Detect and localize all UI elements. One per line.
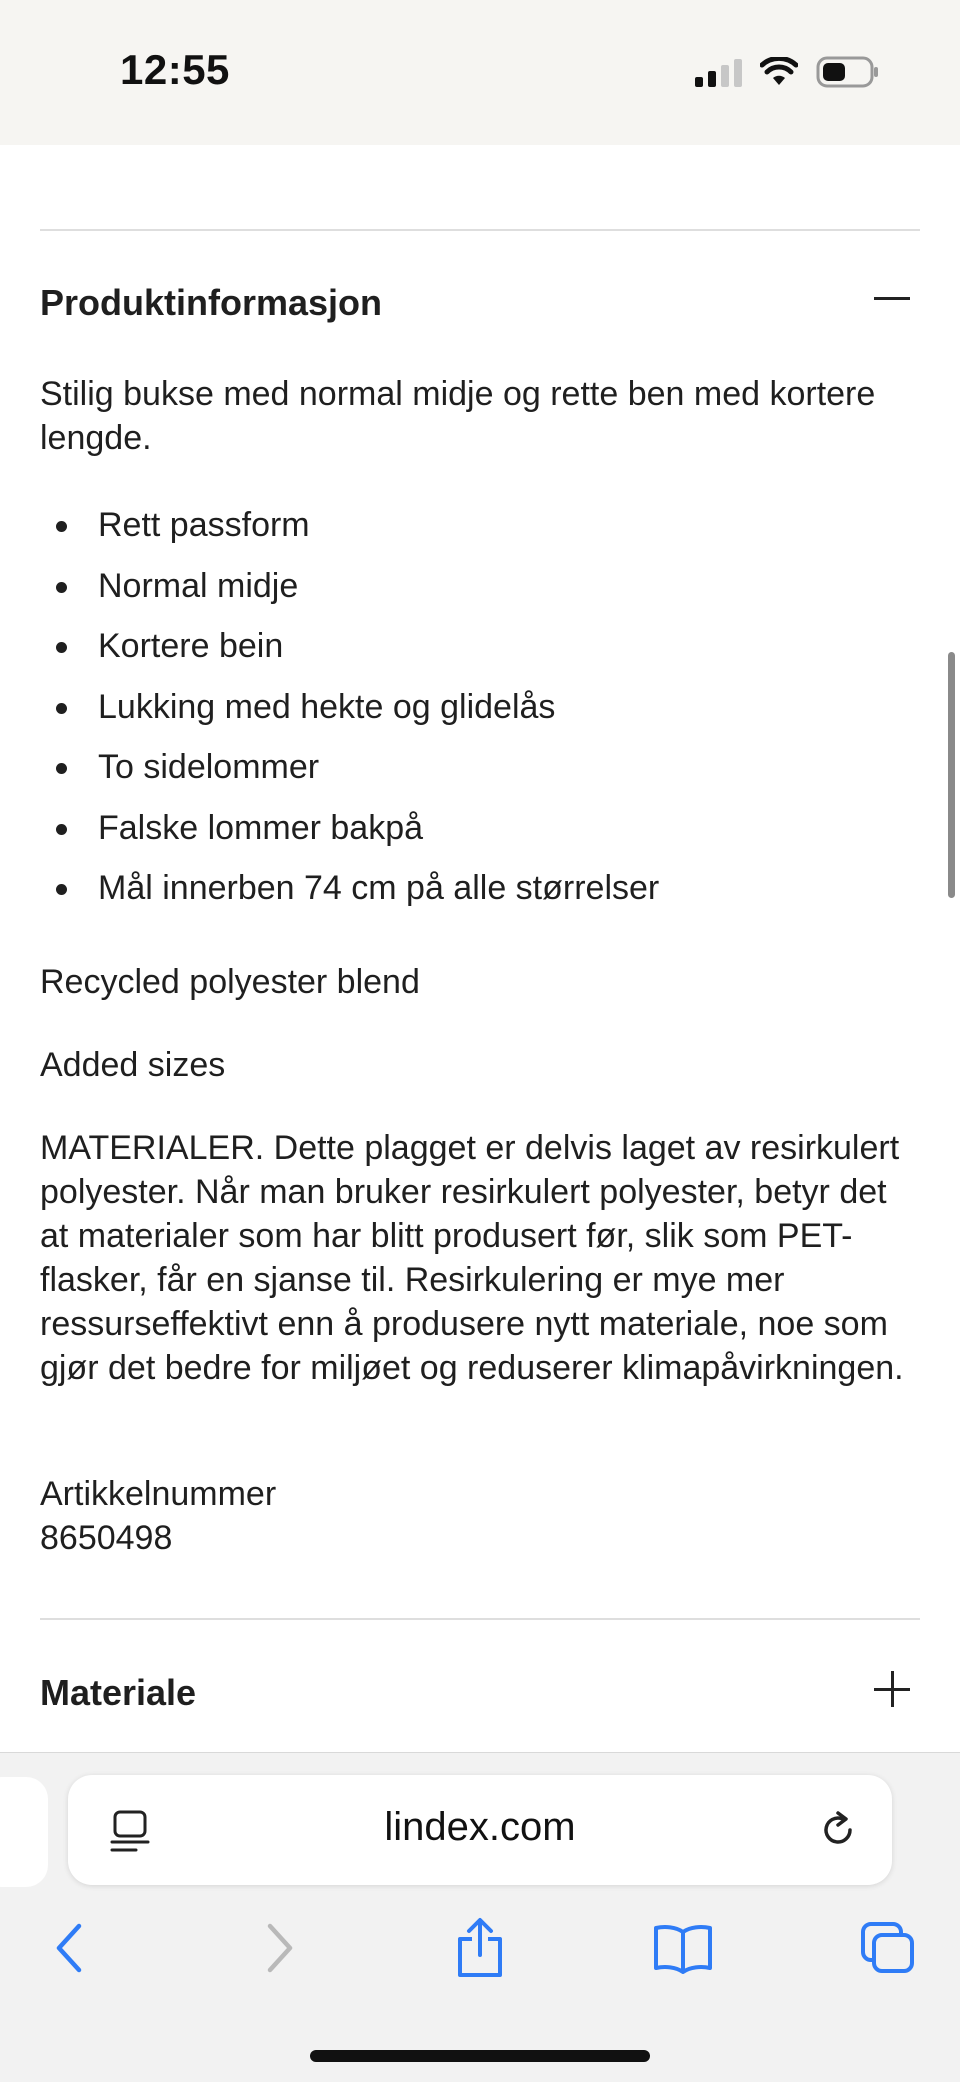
book-icon bbox=[652, 1922, 714, 1974]
article-number: 8650498 bbox=[40, 1519, 173, 1557]
status-time: 12:55 bbox=[120, 46, 230, 93]
section-divider-top bbox=[40, 229, 920, 231]
battery-icon bbox=[816, 56, 880, 88]
product-info-title[interactable]: Produktinformasjon bbox=[40, 282, 383, 323]
home-indicator[interactable] bbox=[310, 2050, 650, 2062]
section-divider-material bbox=[40, 1618, 920, 1620]
previous-tab-peek[interactable] bbox=[0, 1777, 48, 1887]
expand-plus-icon[interactable] bbox=[874, 1671, 910, 1707]
list-item: Lukking med hekte og glidelås bbox=[40, 682, 920, 743]
materials-paragraph: MATERIALER. Dette plagget er delvis laget av resirkulert polyester. Når man bruker resirkulert polyester, betyr det at materialer som har blitt produsert før, slik som PET-flasker, får en sjanse til. Resirkulering er mye mer ressurseffektivt enn å produsere nytt materiale, noe som gjør det bedre for miljøet og reduserer klimapåvirkningen. bbox=[40, 1129, 904, 1387]
url-text: lindex.com bbox=[384, 1805, 576, 1849]
list-item: To sidelommer bbox=[40, 742, 920, 803]
product-description: Stilig bukse med normal midje og rette ben med kortere lengde. bbox=[40, 375, 876, 457]
browser-bottom-bar bbox=[0, 1752, 960, 2082]
chevron-left-icon bbox=[51, 1922, 91, 1974]
list-item: Mål innerben 74 cm på alle størrelser bbox=[40, 863, 920, 924]
tabs-button[interactable] bbox=[853, 1913, 923, 1983]
cellular-signal-icon bbox=[695, 57, 742, 87]
status-icons bbox=[695, 52, 880, 92]
list-item: Falske lommer bakpå bbox=[40, 803, 920, 864]
list-item: Rett passform bbox=[40, 500, 920, 561]
list-item: Kortere bein bbox=[40, 621, 920, 682]
chevron-right-icon bbox=[258, 1922, 298, 1974]
share-button[interactable] bbox=[445, 1913, 515, 1983]
back-button[interactable] bbox=[36, 1913, 106, 1983]
feature-list bbox=[40, 500, 920, 924]
forward-button[interactable] bbox=[243, 1913, 313, 1983]
wifi-icon bbox=[760, 57, 798, 87]
article-number-label: Artikkelnummer bbox=[40, 1475, 277, 1513]
material-line: Recycled polyester blend bbox=[40, 963, 420, 1001]
tabs-icon bbox=[859, 1920, 917, 1976]
reload-icon[interactable] bbox=[816, 1808, 860, 1852]
share-icon bbox=[454, 1917, 506, 1979]
address-bar[interactable] bbox=[68, 1775, 892, 1885]
material-section-title[interactable]: Materiale bbox=[40, 1672, 197, 1713]
status-bar bbox=[0, 0, 960, 145]
scrollbar[interactable] bbox=[948, 652, 955, 898]
collapse-minus-icon[interactable] bbox=[874, 280, 910, 316]
list-item: Normal midje bbox=[40, 561, 920, 622]
browser-toolbar bbox=[0, 1913, 960, 2003]
sizes-line: Added sizes bbox=[40, 1046, 226, 1084]
bookmarks-button[interactable] bbox=[648, 1913, 718, 1983]
